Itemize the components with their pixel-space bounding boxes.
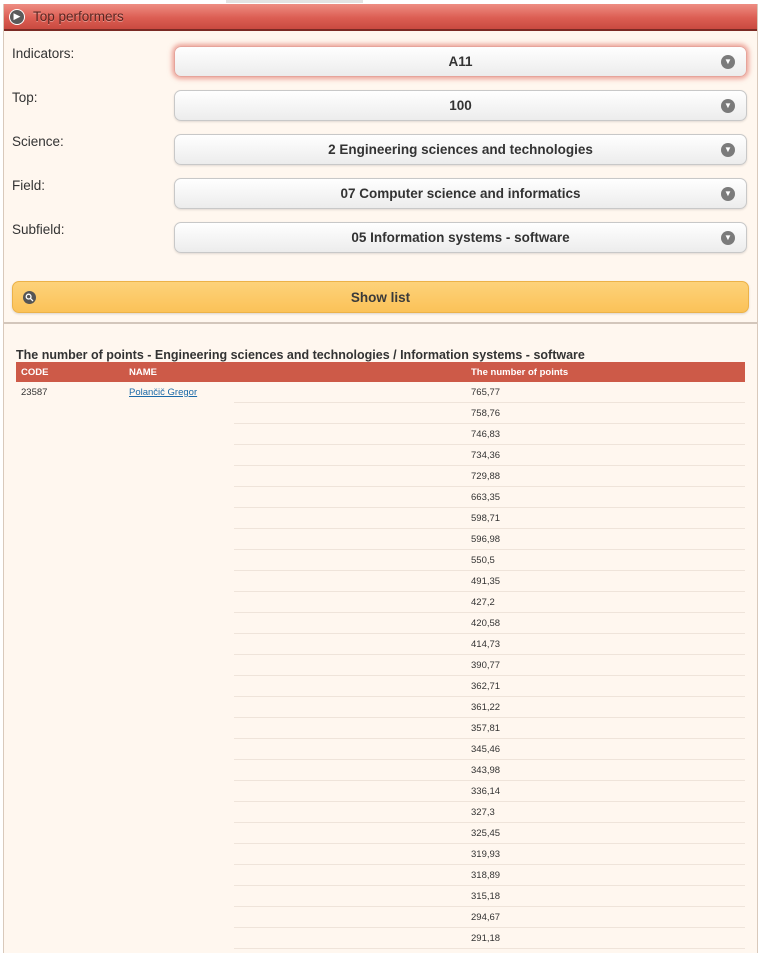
points-cell: 345,46	[466, 739, 745, 760]
points-cell: 729,88	[466, 466, 745, 487]
blank-cell	[234, 571, 466, 592]
table-row	[16, 739, 745, 760]
blank-cell	[234, 550, 466, 571]
code-cell	[16, 529, 124, 550]
blank-cell	[234, 802, 466, 823]
name-cell	[124, 592, 234, 613]
blank-cell	[234, 676, 466, 697]
blank-cell	[234, 445, 466, 466]
table-row	[16, 928, 745, 949]
points-cell: 318,89	[466, 865, 745, 886]
table-row	[16, 697, 745, 718]
table-row	[16, 550, 745, 571]
points-cell: 550,5	[466, 550, 745, 571]
points-cell: 390,77	[466, 655, 745, 676]
name-cell	[124, 613, 234, 634]
name-cell	[124, 739, 234, 760]
points-cell: 420,58	[466, 613, 745, 634]
points-cell: 327,3	[466, 802, 745, 823]
blank-cell	[234, 907, 466, 928]
blank-cell	[234, 508, 466, 529]
results-body	[16, 382, 745, 949]
name-cell	[124, 550, 234, 571]
name-cell	[124, 886, 234, 907]
table-row	[16, 508, 745, 529]
points-cell: 414,73	[466, 634, 745, 655]
name-cell	[124, 445, 234, 466]
name-cell	[124, 802, 234, 823]
code-cell	[16, 676, 124, 697]
science-label: Science:	[12, 134, 64, 149]
code-cell	[16, 424, 124, 445]
code-cell	[16, 613, 124, 634]
blank-cell	[234, 613, 466, 634]
points-cell: 361,22	[466, 697, 745, 718]
code-cell	[16, 802, 124, 823]
table-row	[16, 403, 745, 424]
table-row	[16, 487, 745, 508]
name-cell	[124, 928, 234, 949]
points-cell: 598,71	[466, 508, 745, 529]
blank-cell	[234, 529, 466, 550]
chevron-down-icon: ▼	[721, 55, 735, 69]
field-row	[4, 178, 757, 212]
field-label: Field:	[12, 178, 46, 193]
table-row	[16, 655, 745, 676]
chevron-down-icon: ▼	[721, 187, 735, 201]
table-row	[16, 802, 745, 823]
name-cell	[124, 844, 234, 865]
name-cell	[124, 907, 234, 928]
code-cell	[16, 760, 124, 781]
indicators-select[interactable]	[174, 46, 747, 77]
code-cell	[16, 655, 124, 676]
blank-cell	[234, 844, 466, 865]
blank-cell	[234, 382, 466, 403]
points-cell: 319,93	[466, 844, 745, 865]
table-row	[16, 382, 745, 403]
blank-cell	[234, 592, 466, 613]
blank-cell	[234, 781, 466, 802]
points-cell: 291,18	[466, 928, 745, 949]
top-performers-panel	[3, 4, 758, 953]
table-row	[16, 592, 745, 613]
table-row	[16, 424, 745, 445]
results-title: The number of points - Engineering sciences and technologies / Information systems - software	[16, 348, 585, 362]
field-value: 07 Computer science and informatics	[340, 186, 581, 201]
table-row	[16, 571, 745, 592]
blank-cell	[234, 886, 466, 907]
name-cell	[124, 466, 234, 487]
table-row	[16, 529, 745, 550]
table-row	[16, 844, 745, 865]
table-row	[16, 760, 745, 781]
subfield-select[interactable]	[174, 222, 747, 253]
code-cell	[16, 550, 124, 571]
circle-arrow-right-icon[interactable]: ▶	[9, 9, 25, 25]
name-cell	[124, 529, 234, 550]
blank-cell	[234, 403, 466, 424]
table-row	[16, 634, 745, 655]
name-cell	[124, 655, 234, 676]
points-cell: 315,18	[466, 886, 745, 907]
field-select[interactable]	[174, 178, 747, 209]
results-table	[16, 362, 745, 949]
points-cell: 362,71	[466, 676, 745, 697]
code-cell	[16, 865, 124, 886]
points-cell: 336,14	[466, 781, 745, 802]
code-cell	[16, 571, 124, 592]
code-cell	[16, 445, 124, 466]
search-icon	[23, 291, 36, 304]
code-cell	[16, 466, 124, 487]
chevron-down-icon: ▼	[721, 143, 735, 157]
table-row	[16, 445, 745, 466]
name-cell	[124, 781, 234, 802]
blank-cell	[234, 760, 466, 781]
code-cell	[16, 823, 124, 844]
points-cell: 294,67	[466, 907, 745, 928]
name-cell	[124, 571, 234, 592]
code-cell	[16, 928, 124, 949]
code-cell	[16, 844, 124, 865]
blank-cell	[234, 634, 466, 655]
name-cell	[124, 760, 234, 781]
top-select[interactable]	[174, 90, 747, 121]
blank-cell	[234, 487, 466, 508]
code-cell	[16, 739, 124, 760]
blank-cell	[234, 823, 466, 844]
code-cell	[16, 403, 124, 424]
code-cell: 23587	[21, 386, 48, 398]
top-tab-line	[226, 0, 363, 3]
indicators-row	[4, 46, 757, 80]
points-cell: 427,2	[466, 592, 745, 613]
table-row	[16, 466, 745, 487]
show-list-label: Show list	[350, 289, 411, 305]
name-cell	[124, 718, 234, 739]
show-list-button[interactable]	[12, 281, 749, 313]
table-row	[16, 886, 745, 907]
name-cell	[124, 487, 234, 508]
divider	[4, 322, 757, 324]
code-cell	[16, 781, 124, 802]
panel-header[interactable]	[4, 4, 757, 31]
subfield-row	[4, 222, 757, 256]
chevron-down-icon: ▼	[721, 99, 735, 113]
code-cell	[16, 592, 124, 613]
name-cell	[124, 424, 234, 445]
table-row	[16, 676, 745, 697]
science-row	[4, 134, 757, 168]
name-cell	[124, 697, 234, 718]
code-cell	[16, 718, 124, 739]
blank-cell	[234, 739, 466, 760]
researcher-name-link[interactable]: Polančič Gregor	[129, 386, 198, 398]
points-cell: 325,45	[466, 823, 745, 844]
blank-cell	[234, 466, 466, 487]
indicators-value: A11	[448, 54, 473, 69]
blank-cell	[234, 655, 466, 676]
points-cell: 663,35	[466, 487, 745, 508]
blank-cell	[234, 718, 466, 739]
name-cell	[124, 823, 234, 844]
blank-cell	[234, 865, 466, 886]
code-cell	[16, 907, 124, 928]
name-cell	[124, 382, 234, 403]
table-header-row	[16, 362, 745, 382]
code-cell	[16, 697, 124, 718]
subfield-label: Subfield:	[12, 222, 65, 237]
science-select[interactable]	[174, 134, 747, 165]
blank-header	[234, 362, 466, 382]
name-cell	[124, 403, 234, 424]
table-row	[16, 613, 745, 634]
name-cell	[124, 676, 234, 697]
code-cell	[16, 634, 124, 655]
table-row	[16, 865, 745, 886]
points-cell: 343,98	[466, 760, 745, 781]
name-header[interactable]: NAME	[124, 362, 234, 382]
code-cell	[16, 487, 124, 508]
code-header[interactable]: CODE	[16, 362, 124, 382]
points-cell: 758,76	[466, 403, 745, 424]
points-cell: 734,36	[466, 445, 745, 466]
table-row	[16, 907, 745, 928]
points-cell: 357,81	[466, 718, 745, 739]
blank-cell	[234, 928, 466, 949]
name-cell	[124, 634, 234, 655]
name-cell	[124, 865, 234, 886]
code-cell	[16, 508, 124, 529]
top-value: 100	[449, 98, 472, 113]
indicators-label: Indicators:	[12, 46, 75, 61]
science-value: 2 Engineering sciences and technologies	[328, 142, 593, 157]
table-row	[16, 781, 745, 802]
blank-cell	[234, 697, 466, 718]
chevron-down-icon: ▼	[721, 231, 735, 245]
table-row	[16, 823, 745, 844]
points-cell: 596,98	[466, 529, 745, 550]
points-cell: 746,83	[466, 424, 745, 445]
panel-title: Top performers	[33, 9, 124, 24]
points-cell: 491,35	[466, 571, 745, 592]
blank-cell	[234, 424, 466, 445]
points-cell: 765,77	[466, 382, 745, 403]
name-cell	[124, 508, 234, 529]
points-header[interactable]: The number of points	[466, 362, 745, 382]
top-label: Top:	[12, 90, 38, 105]
subfield-value: 05 Information systems - software	[351, 230, 570, 245]
code-cell	[16, 886, 124, 907]
table-row	[16, 718, 745, 739]
top-row	[4, 90, 757, 124]
